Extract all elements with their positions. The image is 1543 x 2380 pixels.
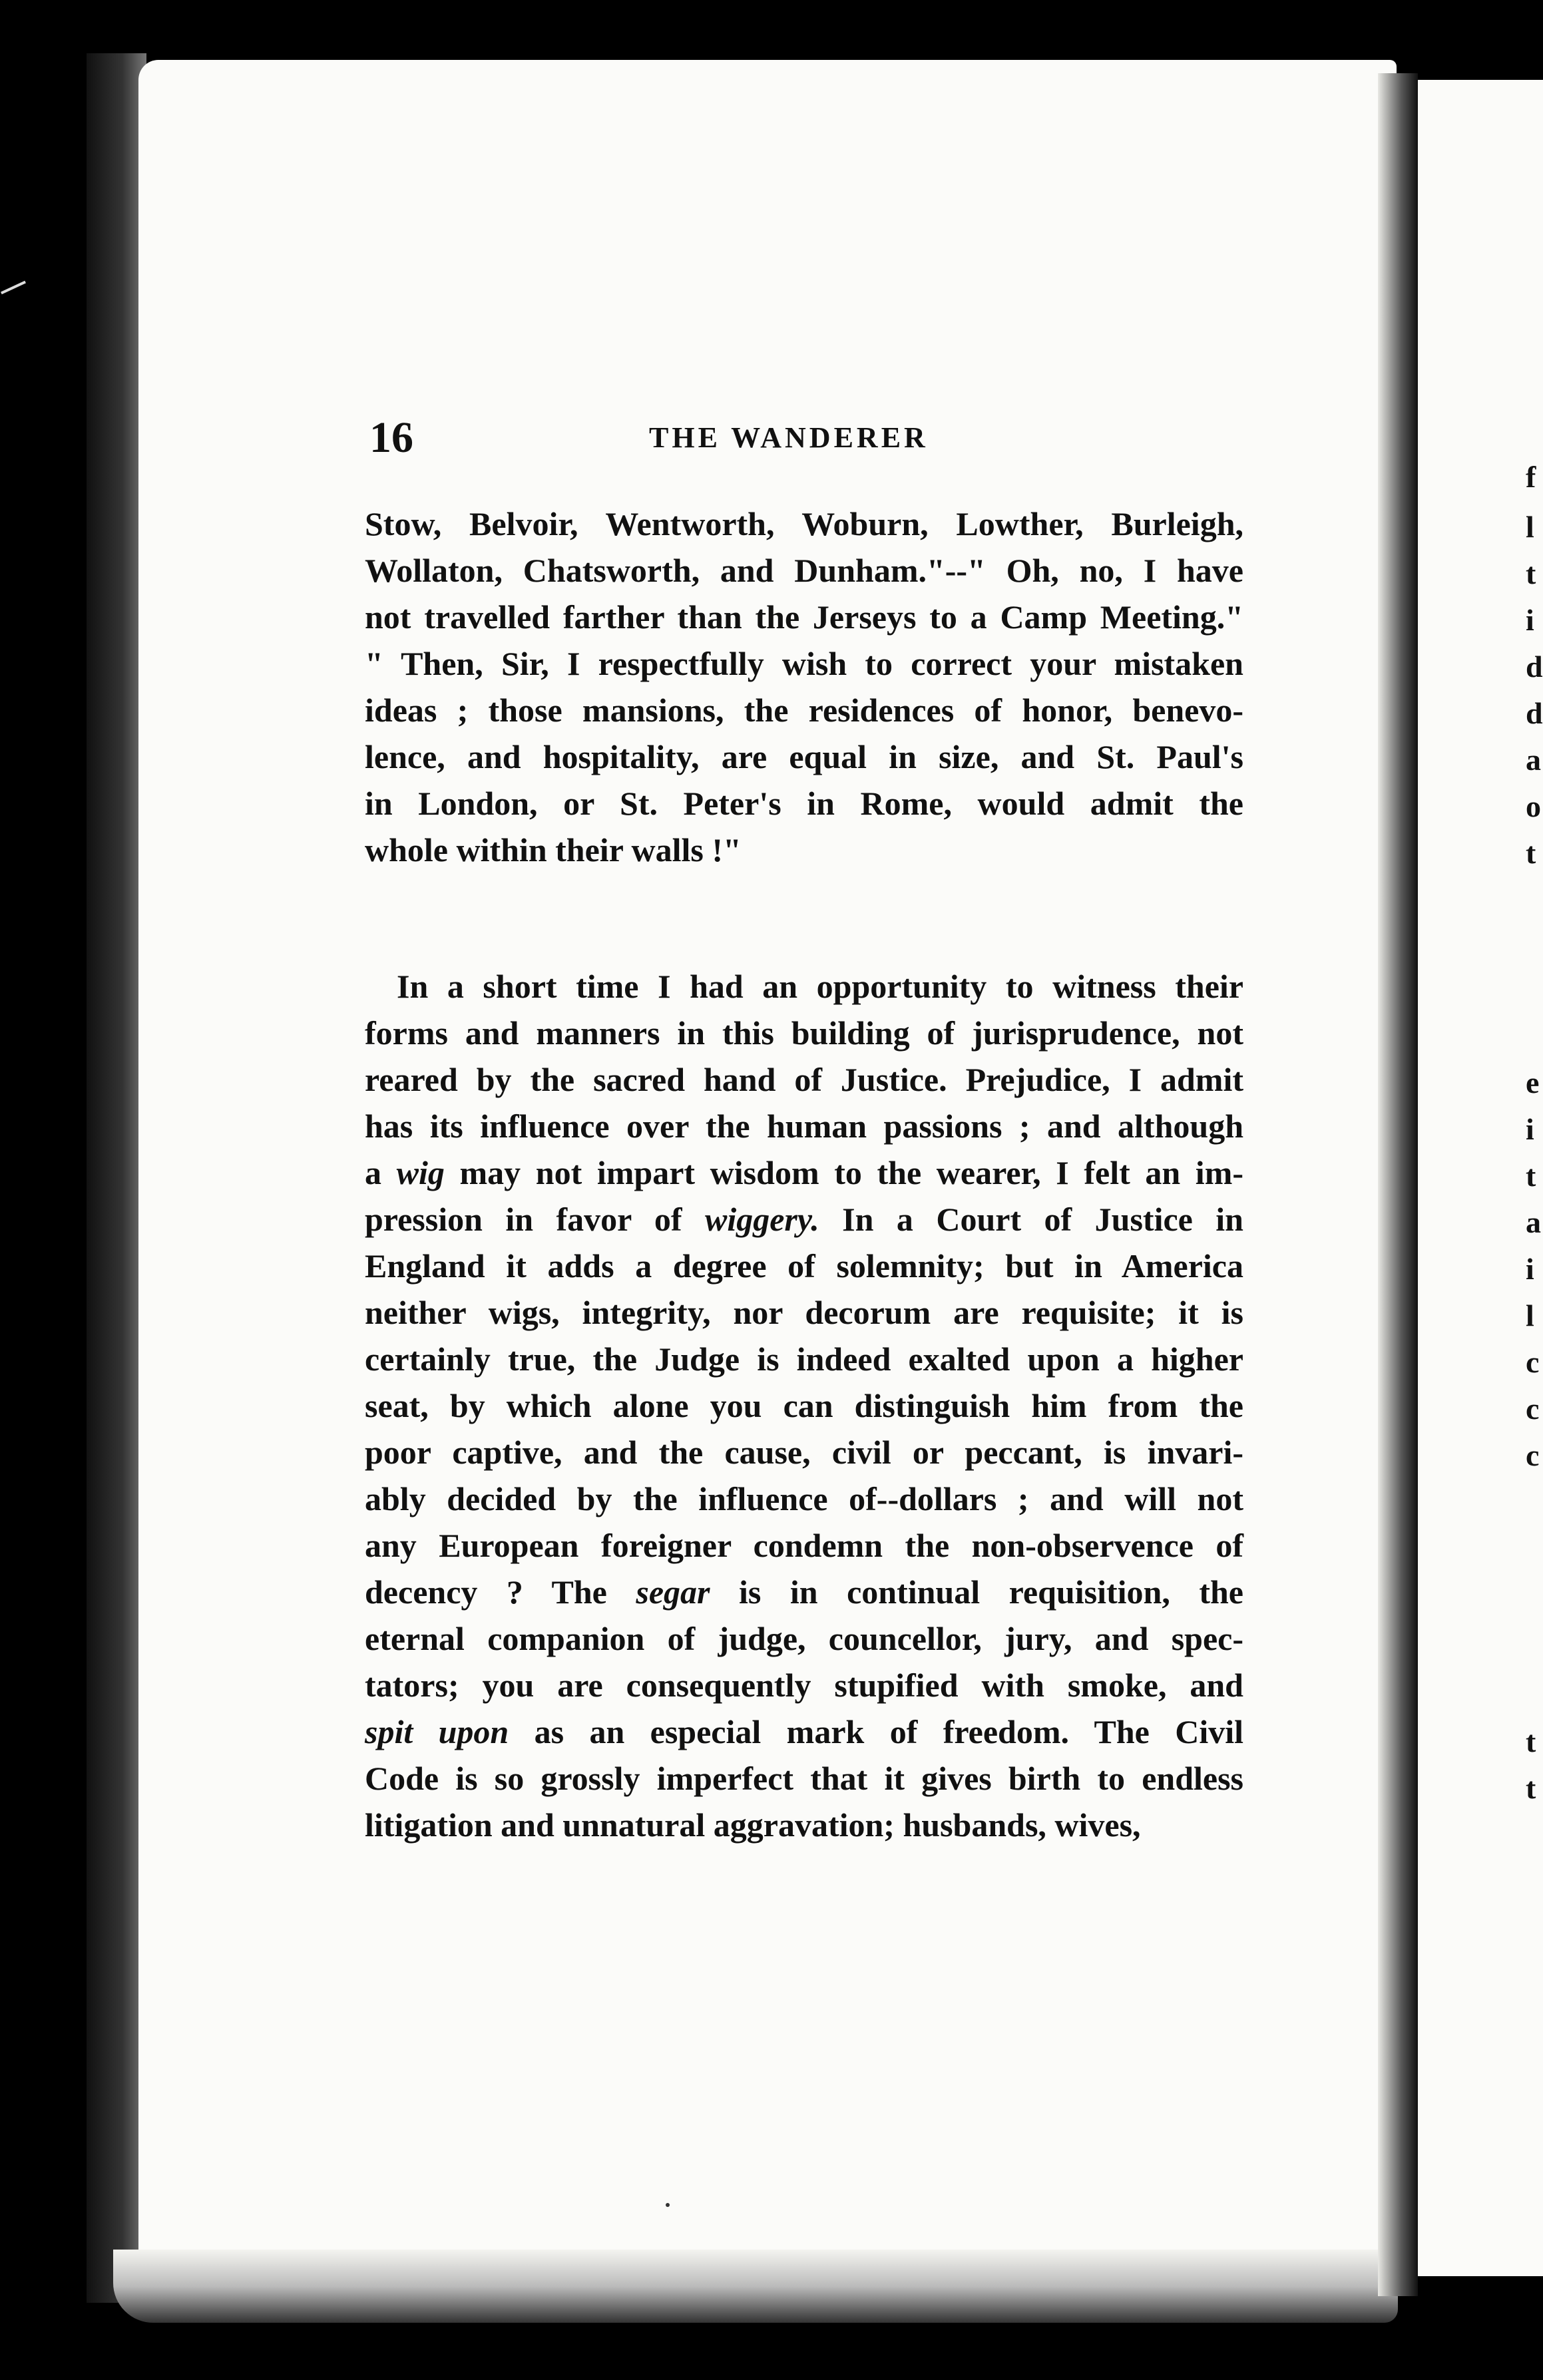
text-line — [365, 1336, 1243, 1382]
text-segment: In a Court of Justice in — [819, 1201, 1243, 1238]
next-page-letter: l — [1526, 510, 1534, 544]
next-page-letter: e — [1526, 1066, 1540, 1099]
text-line — [365, 1289, 1243, 1336]
next-page-letter: t — [1526, 836, 1536, 870]
next-page-letter: f — [1526, 460, 1536, 494]
page-number: 16 — [369, 413, 413, 462]
text-line — [365, 1149, 1243, 1196]
next-page-letter: t — [1526, 556, 1536, 590]
text-segment: may not impart wisdom to the wearer, I felt an im- — [444, 1154, 1243, 1191]
text-line: " Then, Sir, I respectfully wish to correct your mistaken — [365, 645, 1243, 682]
text-segment: seat, by which alone you can distinguish him from the — [365, 1387, 1243, 1424]
text-segment: any European foreigner condemn the non-observence of — [365, 1527, 1243, 1564]
next-page-letter: c — [1526, 1438, 1540, 1472]
text-line — [365, 1196, 1243, 1243]
italic-text: wiggery. — [705, 1201, 819, 1238]
italic-text: spit upon — [365, 1713, 509, 1750]
text-segment: forms and manners in this building of jurisprudence, not — [365, 1014, 1243, 1052]
text-line — [365, 1103, 1243, 1149]
page-bottom-edge — [113, 2250, 1398, 2323]
next-page-letter: o — [1526, 789, 1541, 823]
next-page-letter: l — [1526, 1298, 1534, 1332]
next-page-letter: c — [1526, 1392, 1540, 1426]
text-line — [365, 1243, 1243, 1289]
paragraph-2 — [365, 963, 1243, 1848]
text-line: ideas ; those mansions, the residences of honor, benevo- — [365, 692, 1243, 729]
book-gutter — [1378, 73, 1418, 2296]
text-line — [365, 1429, 1243, 1476]
next-page-letter: i — [1526, 603, 1534, 637]
text-line — [365, 1662, 1243, 1708]
next-page-letter: d — [1526, 650, 1543, 684]
text-segment: has its influence over the human passions ; and although — [365, 1107, 1243, 1145]
text-line: in London, or St. Peter's in Rome, would admit the — [365, 785, 1243, 822]
text-line — [365, 963, 1243, 1010]
text-line — [365, 1476, 1243, 1522]
page-header — [369, 413, 1235, 466]
next-page-letter: d — [1526, 696, 1543, 730]
paragraph-1 — [365, 500, 1243, 873]
italic-text: segar — [636, 1573, 710, 1611]
next-page-letter: a — [1526, 1205, 1541, 1239]
next-page-letter: a — [1526, 743, 1541, 777]
text-segment: neither wigs, integrity, nor decorum are requisite; it is — [365, 1294, 1243, 1331]
page-left-edge — [87, 53, 146, 2303]
text-line: lence, and hospitality, are equal in size, and St. Paul's — [365, 738, 1243, 775]
text-segment: decency ? The — [365, 1573, 636, 1611]
text-line — [365, 1569, 1243, 1615]
text-segment: pression in favor of — [365, 1201, 705, 1238]
text-line: not travelled farther than the Jerseys to a Camp Meeting." — [365, 598, 1243, 636]
next-page-letter: t — [1526, 1724, 1536, 1758]
next-page-letter: i — [1526, 1112, 1534, 1146]
text-segment: litigation and unnatural aggravation; husbands, wives, — [365, 1806, 1141, 1844]
text-segment: as an especial mark of freedom. The Civil — [509, 1713, 1243, 1750]
text-segment: eternal companion of judge, councellor, jury, and spec- — [365, 1620, 1243, 1657]
text-segment: reared by the sacred hand of Justice. Prejudice, I admit — [365, 1061, 1243, 1098]
text-segment: a — [365, 1154, 397, 1191]
text-line — [365, 1010, 1243, 1056]
next-page-letter: t — [1526, 1159, 1536, 1193]
text-segment: poor captive, and the cause, civil or peccant, is invari- — [365, 1434, 1243, 1471]
text-segment: certainly true, the Judge is indeed exalted upon a higher — [365, 1340, 1243, 1378]
running-title: THE WANDERER — [649, 421, 929, 454]
text-line: Wollaton, Chatsworth, and Dunham."--" Oh, no, I have — [365, 552, 1243, 589]
text-line: Stow, Belvoir, Wentworth, Woburn, Lowther, Burleigh, — [365, 505, 1243, 542]
text-segment: tators; you are consequently stupified with smoke, and — [365, 1667, 1243, 1704]
next-page-edge — [1418, 80, 1543, 2276]
next-page-letter: c — [1526, 1345, 1540, 1379]
italic-text: wig — [396, 1154, 445, 1191]
text-segment: England it adds a degree of solemnity; but in America — [365, 1247, 1243, 1285]
text-line — [365, 1708, 1243, 1755]
text-segment: In a short time I had an opportunity to witness their — [397, 968, 1243, 1005]
scan-speck — [666, 2203, 670, 2207]
text-line — [365, 1802, 1243, 1848]
text-line — [365, 1615, 1243, 1662]
text-line — [365, 1056, 1243, 1103]
text-segment: Code is so grossly imperfect that it gives birth to endless — [365, 1760, 1243, 1797]
text-line — [365, 1382, 1243, 1429]
next-page-letter: t — [1526, 1771, 1536, 1805]
next-page-letter: i — [1526, 1252, 1534, 1286]
text-segment: is in continual requisition, the — [710, 1573, 1243, 1611]
text-line — [365, 1755, 1243, 1802]
text-segment: ably decided by the influence of--dollars ; and will not — [365, 1480, 1243, 1517]
text-line — [365, 1522, 1243, 1569]
text-line: whole within their walls !" — [365, 831, 742, 869]
